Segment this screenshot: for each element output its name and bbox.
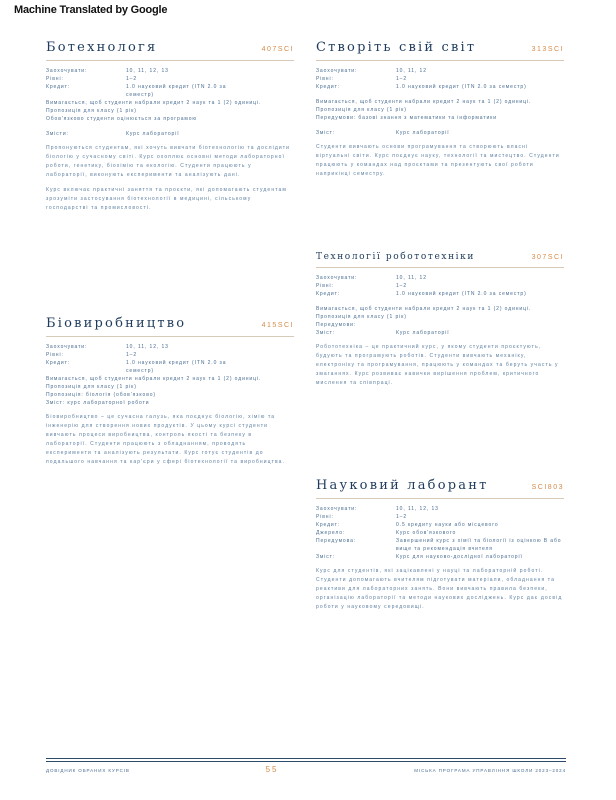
info-row: Рівні: 1–2 (316, 76, 408, 82)
info-row: Заохочувати: 10, 11, 12, 13 (46, 68, 169, 74)
info-row: Зміст: Курс для науково-дослідної лабораторії (316, 554, 523, 560)
info-row: Заохочувати: 10, 11, 12, 13 (46, 344, 169, 350)
course-header (316, 40, 564, 61)
requirement-line: Передумови: базові знання з математики та інформатики (316, 115, 497, 121)
course-description: Робототехніка – це практичний курс, у якому студенти проєктують, будують та програмують роботів. Студенти вивчають механіку, електроніку та програмування, працюють у командах та беруть участь у змаганнях. Курс розвиває навички вирішення проблем, критичного мислення та співпраці. (316, 344, 559, 386)
info-row: Кредит: 0.5 кредиту науки або місцевого (316, 522, 499, 528)
info-row: семестр) (126, 368, 154, 374)
requirement-line: Пропозиція для класу (1 рік) (46, 384, 137, 390)
course-header (46, 40, 294, 61)
footer-rule (46, 758, 566, 762)
course-biomanufacturing (46, 316, 294, 467)
info-row: Кредит: 1.0 науковий кредит (ITN 2.0 за семестр) (316, 291, 527, 297)
course-header (316, 478, 564, 499)
info-row: Змісти: Курс лабораторії (46, 131, 180, 137)
requirement-line: Вимагається, щоб студенти набрали кредит 2 наук та 1 (2) одиниці. (46, 100, 262, 106)
course-description: Пропонуються студентам, які хочуть вивчати біотехнологію та дослідити біологію у сучасному світі. Курс охоплює основні методи лабораторної роботи, генетику, біохімію та екологію. Студенти працюють у лабораторії, виконують експерименти та аналізують дані. (46, 145, 291, 178)
course-description: Біовиробництво – це сучасна галузь, яка поєднує біологію, хімію та інженерію для створення нових продуктів. У цьому курсі студенти вивчають процеси виробництва, контроль якості та безпеку в лабораторії. Студенти працюють з обладнанням, проводять експерименти та аналізують результати. Курс готує студентів до подальшого навчання та кар'єри у сфері біотехнології та виробництва. (46, 414, 286, 465)
requirement-line: Зміст: курс лабораторної роботи (46, 400, 150, 406)
machine-translation-banner: Machine Translated by Google (14, 4, 168, 16)
course-title: Створіть свій світ (316, 40, 477, 55)
course-description: Курс для студентів, які зацікавлені у науці та лабораторній роботі. Студенти допомагають вчителям підготувати матеріали, обладнання та реактиви для лабораторних занять. Вони вивчають правила безпеки, організацію лабораторії та методи наукових досліджень. Курс дає досвід роботи у науковому середовищі. (316, 568, 563, 610)
info-row: Заохочувати: 10, 11, 12 (316, 68, 427, 74)
course-title: Ботехнологя (46, 40, 158, 55)
course-info (46, 67, 294, 138)
info-row: Кредит: 1.0 науковий кредит (ITN 2.0 за (46, 84, 227, 90)
requirement-line: Пропозиція для класу (1 рік) (316, 107, 407, 113)
info-row: Зміст: Курс лабораторії (316, 330, 450, 336)
info-row: Передумова: Завершений курс з хімії та біології із оцінкою В або вище та рекомендація вчителя (316, 538, 562, 552)
course-create-your-world (316, 40, 564, 179)
course-description: Студенти вивчають основи програмування та створюють власні віртуальні світи. Курс поєднує науку, технології та мистецтво. Студенти працюють у командах над проєктами та презентують свої роботи наприкінці семестру. (316, 144, 560, 177)
requirement-line: Передумови: (316, 322, 357, 328)
course-code: 407SCI (261, 46, 294, 53)
course-title: Науковий лаборант (316, 478, 489, 493)
page-number: 55 (265, 765, 279, 774)
page-footer (46, 765, 566, 774)
course-code: 313SCI (531, 46, 564, 53)
requirement-line: Пропозиція для класу (1 рік) (46, 108, 137, 114)
course-science-lab-assistant (316, 478, 564, 612)
info-row: Рівні: 1–2 (316, 514, 408, 520)
info-row: Рівні: 1–2 (316, 283, 408, 289)
course-biotechnology (46, 40, 294, 213)
info-row: Заохочувати: 10, 11, 12, 13 (316, 506, 439, 512)
course-title: Біовиробництво (46, 316, 187, 331)
requirement-line: Пропозиція для класу (1 рік) (316, 314, 407, 320)
requirement-line: Вимагається, щоб студенти набрали кредит 2 наук та 1 (2) одиниці. (46, 376, 262, 382)
course-info (316, 67, 564, 137)
course-robotics-technology (316, 252, 564, 388)
footer-right-text: МІСЬКА ПРОГРАМА УПРАВЛІННЯ ШКОЛИ 2023–2024 (414, 768, 566, 773)
course-info (316, 505, 564, 561)
course-header (46, 316, 294, 337)
requirement-line: Пропозиція: біологія (обов'язково) (46, 392, 156, 398)
course-code: SCI803 (531, 484, 564, 491)
info-row: Заохочувати: 10, 11, 12 (316, 275, 427, 281)
info-row: семестр) (126, 92, 154, 98)
course-header (316, 252, 564, 268)
course-info (46, 343, 294, 407)
requirement-line: Вимагається, щоб студенти набрали кредит 2 наук та 1 (2) одиниці. (316, 306, 532, 312)
course-description: Курс включає практичні заняття та проєкти, які допомагають студентам зрозуміти застосування біотехнології в медицині, сільському господарстві та промисловості. (46, 187, 287, 211)
info-row: Кредит: 1.0 науковий кредит (ITN 2.0 за семестр) (316, 84, 527, 90)
course-info (316, 274, 564, 337)
info-row: Зміст: Курс лабораторії (316, 130, 450, 136)
info-row: Кредит: 1.0 науковий кредит (ITN 2.0 за (46, 360, 227, 366)
requirement-line: Обов'язково студенти оцінюється за програмою (46, 116, 198, 122)
course-title: Технології робототехніки (316, 252, 475, 262)
info-row: Джерело: Курс обов'язкового (316, 530, 457, 536)
course-code: 307SCI (531, 254, 564, 261)
info-row: Рівні: 1–2 (46, 352, 138, 358)
requirement-line: Вимагається, щоб студенти набрали кредит 2 наук та 1 (2) одиниці. (316, 99, 532, 105)
course-code: 415SCI (261, 322, 294, 329)
footer-left-text: ДОВІДНИК ОБРАНИХ КУРСІВ (46, 768, 130, 773)
info-row: Рівні: 1–2 (46, 76, 138, 82)
